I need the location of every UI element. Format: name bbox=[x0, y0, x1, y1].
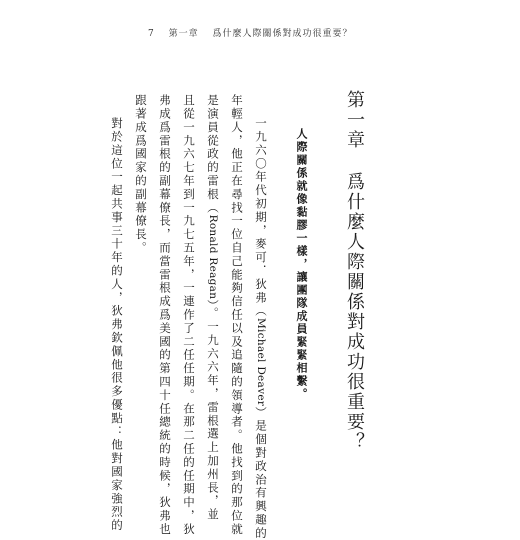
page-number: 7 bbox=[148, 29, 155, 39]
body-line: 弗成爲雷根的副幕僚長，而當雷根成爲美國的第四十任總統的時候，狄弗也 bbox=[158, 94, 172, 537]
running-header bbox=[148, 26, 353, 39]
running-chapter-title: 爲什麼人際關係對成功很重要？ bbox=[212, 29, 353, 39]
body-line: 跟著成爲國家的副幕僚長。 bbox=[134, 94, 148, 255]
body-line: 年輕人，他正在尋找一位自己能夠信任以及追隨的領導者。他找到的那位就 bbox=[230, 94, 244, 537]
chapter-number: 第一章 bbox=[344, 90, 365, 150]
body-line: 一九六〇年代初期，麥可．狄弗（Michael Deaver）是個對政治有興趣的 bbox=[254, 117, 268, 540]
chapter-epigraph: 人際關係就像黏膠一樣，讓團隊成員緊緊相繫。 bbox=[295, 128, 308, 401]
body-line: 對於這位一起共事三十年的人，狄弗欽佩他很多優點：他對國家強烈的 bbox=[110, 117, 124, 533]
running-chapter-number: 第一章 bbox=[168, 29, 199, 39]
chapter-title: 爲什麼人際關係對成功很重要？ bbox=[344, 172, 365, 452]
chapter-heading bbox=[343, 90, 365, 460]
body-line: 是演員從政的雷根（Ronald Reagan）。一九六六年，雷根選上加州長，並 bbox=[206, 94, 220, 522]
body-line: 且從一九六七年到一九七五年，一連作了二任任期。在那二任的任期中，狄 bbox=[182, 94, 196, 537]
